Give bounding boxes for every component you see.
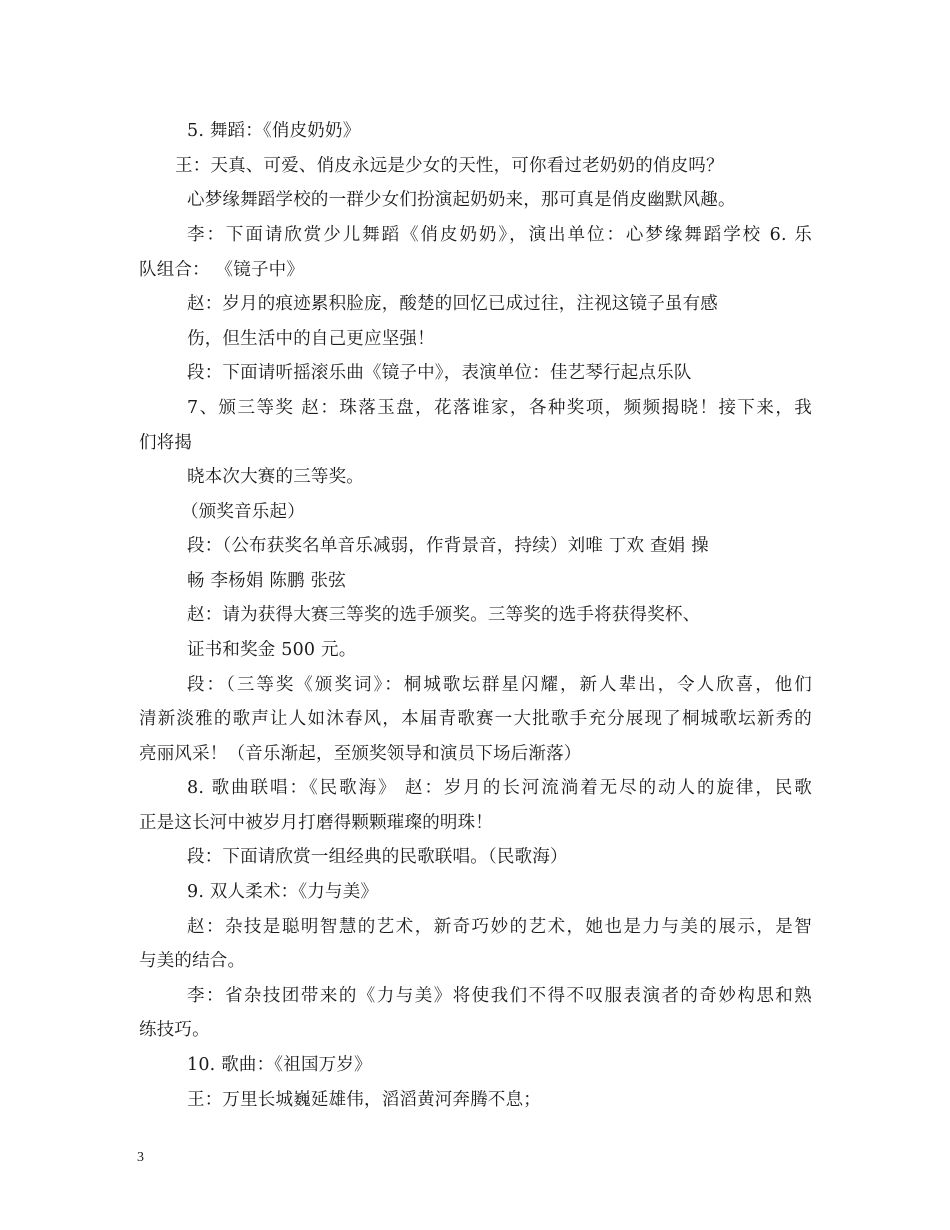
text-line: 段：（公布获奖名单音乐减弱，作背景音，持续）刘唯 丁欢 查娟 操 [187, 536, 709, 556]
text-line: 与美的结合。 [139, 951, 246, 971]
text-line: 7、颁三等奖 赵：珠落玉盘，花落谁家，各种奖项，频频揭晓！接下来，我 [187, 398, 812, 418]
text-line: 8. 歌曲联唱：《民歌海》 赵：岁月的长河流淌着无尽的动人的旋律，民歌 [187, 778, 812, 798]
text-line: 队组合： 《镜子中》 [139, 260, 305, 280]
text-line: 9. 双人柔术：《力与美》 [187, 882, 379, 902]
text-line: 赵：请为获得大赛三等奖的选手颁奖。三等奖的选手将获得奖杯、 [187, 605, 701, 625]
text-line: 练技巧。 [139, 1020, 210, 1040]
text-line: 证书和奖金 500 元。 [187, 640, 357, 660]
text-line: 晓本次大赛的三等奖。 [187, 467, 364, 487]
page-number: 3 [137, 1150, 144, 1165]
text-line: 心梦缘舞蹈学校的一群少女们扮演起奶奶来，那可真是俏皮幽默风趣。 [187, 190, 736, 210]
text-line: 赵：杂技是聪明智慧的艺术，新奇巧妙的艺术，她也是力与美的展示，是智 [187, 917, 812, 937]
text-line: 王：万里长城巍延雄伟，滔滔黄河奔腾不息； [187, 1090, 541, 1110]
text-line: 赵：岁月的痕迹累积脸庞，酸楚的回忆已成过往，注视这镜子虽有感 [187, 294, 718, 314]
text-line: 李：下面请欣赏少儿舞蹈《俏皮奶奶》，演出单位：心梦缘舞蹈学校 6. 乐 [187, 225, 812, 245]
text-line: 段：（三等奖《颁奖词》：桐城歌坛群星闪耀，新人辈出，令人欣喜，他们 [187, 675, 812, 695]
text-line: 畅 李杨娟 陈鹏 张弦 [187, 571, 346, 591]
text-line: 王：天真、可爱、俏皮永远是少女的天性，可你看过老奶奶的俏皮吗？ [175, 156, 724, 176]
text-line: 清新淡雅的歌声让人如沐春风，本届青歌赛一大批歌手充分展现了桐城歌坛新秀的 [139, 709, 812, 729]
text-line: 正是这长河中被岁月打磨得颗颗璀璨的明珠！ [139, 813, 493, 833]
text-line: 段：下面请欣赏一组经典的民歌联唱。（民歌海） [187, 847, 568, 867]
text-line: 们将揭 [139, 433, 193, 453]
text-line: 5. 舞蹈：《俏皮奶奶》 [187, 121, 361, 141]
text-line: 李：省杂技团带来的《力与美》将使我们不得不叹服表演者的奇妙构思和熟 [187, 986, 812, 1006]
text-line: 段：下面请听摇滚乐曲《镜子中》，表演单位：佳艺琴行起点乐队 [187, 363, 692, 383]
text-line: 10. 歌曲：《祖国万岁》 [187, 1055, 372, 1075]
text-line: （颁奖音乐起） [181, 502, 305, 522]
text-line: 伤，但生活中的自己更应坚强！ [187, 329, 435, 349]
text-line: 亮丽风采！（音乐渐起，至颁奖领导和演员下场后渐落） [139, 744, 582, 764]
